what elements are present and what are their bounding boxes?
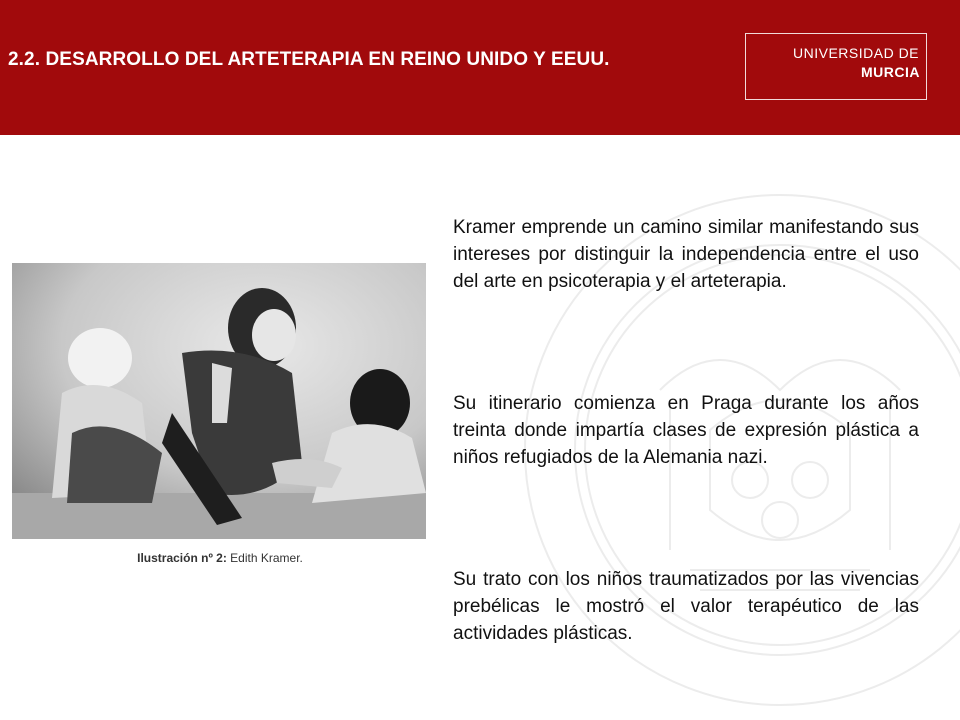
figure-caption xyxy=(0,551,440,565)
paragraph-2: Su itinerario comienza en Praga durante los años treinta donde impartía clases de expresión plástica a niños refugiados de la Alemania nazi. xyxy=(453,393,919,468)
photo-edith-kramer xyxy=(12,263,426,539)
paragraph-3: Su trato con los niños traumatizados por las vivencias prebélicas le mostró el valor terapéutico de las actividades plásticas. xyxy=(453,569,919,644)
paragraph-1: Kramer emprende un camino similar manifestando sus intereses por distinguir la independencia entre el uso del arte en psicoterapia y el arteterapia. xyxy=(453,217,919,292)
logo-text-line2: MURCIA xyxy=(861,64,920,80)
university-logo xyxy=(745,33,927,100)
page-title: 2.2. DESARROLLO DEL ARTETERAPIA EN REINO UNIDO Y EEUU. xyxy=(8,49,610,70)
caption-label: Ilustración nº 2: xyxy=(137,551,227,565)
header-bar xyxy=(0,0,960,135)
caption-text: Edith Kramer. xyxy=(226,551,303,565)
logo-text-line1: UNIVERSIDAD DE xyxy=(793,45,920,61)
